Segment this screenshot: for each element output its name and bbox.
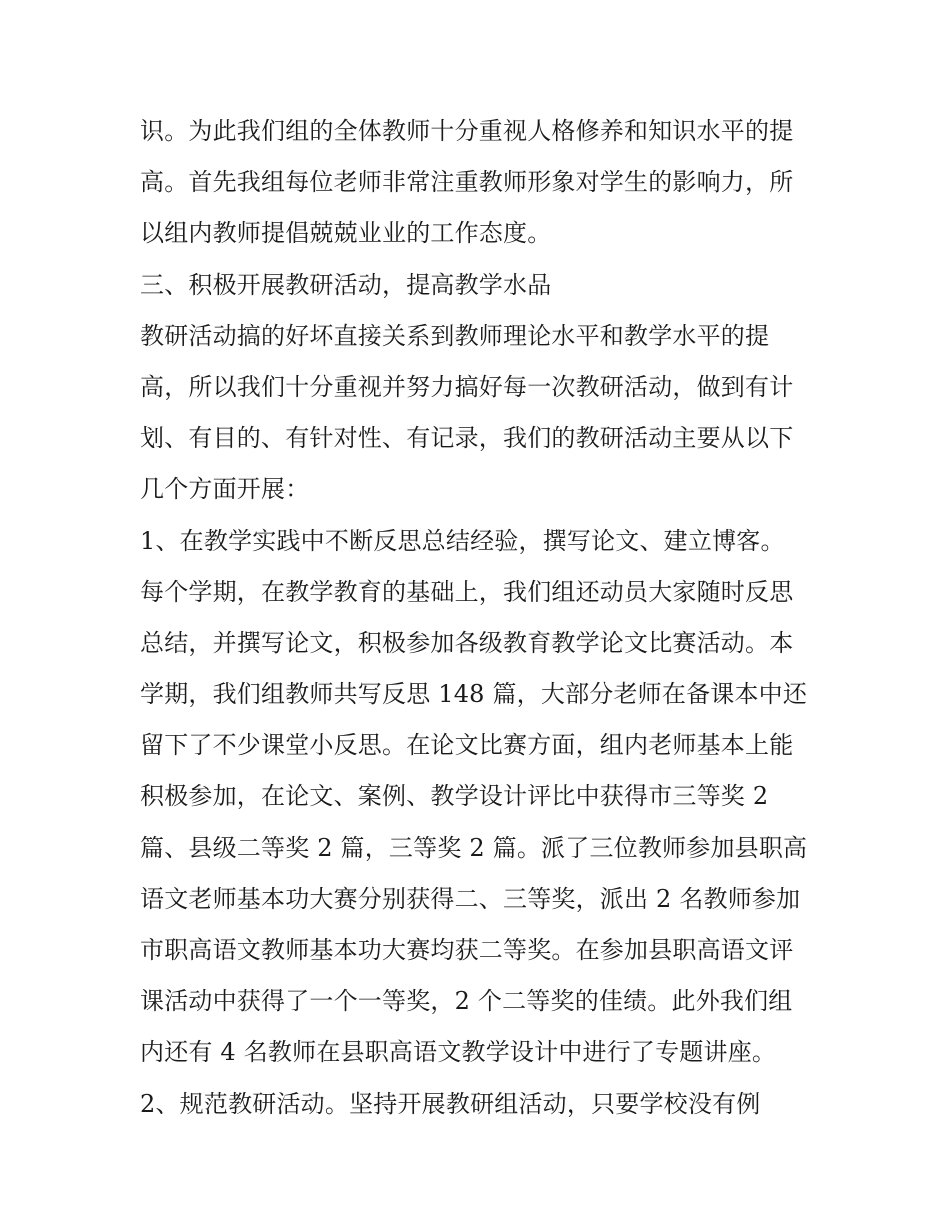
text-line: 篇、县级二等奖 2 篇，三等奖 2 篇。派了三位教师参加县职高 xyxy=(140,833,808,862)
list-item-heading: 1、在教学实践中不断反思总结经验，撰写论文、建立博客。 xyxy=(140,526,785,555)
text-line: 积极参加，在论文、案例、教学设计评比中获得市三等奖 2 xyxy=(140,782,769,811)
body-text xyxy=(140,106,820,1130)
text-line: 学期，我们组教师共写反思 148 篇，大部分老师在备课本中还 xyxy=(140,680,808,709)
text-line: 划、有目的、有针对性、有记录，我们的教研活动主要从以下 xyxy=(140,424,794,453)
text-line: 以组内教师提倡兢兢业业的工作态度。 xyxy=(140,219,552,248)
text-line: 课活动中获得了一个一等奖，2 个二等奖的佳绩。此外我们组 xyxy=(140,987,793,1016)
text-line: 高。首先我组每位老师非常注重教师形象对学生的影响力，所 xyxy=(140,168,794,197)
text-line: 教研活动搞的好坏直接关系到教师理论水平和教学水平的提 xyxy=(140,321,770,350)
text-line: 语文老师基本功大赛分别获得二、三等奖，派出 2 名教师参加 xyxy=(140,884,801,913)
text-line: 内还有 4 名教师在县职高语文教学设计中进行了专题讲座。 xyxy=(140,1038,777,1067)
text-line: 总结，并撰写论文，积极参加各级教育教学论文比赛活动。本 xyxy=(140,628,794,657)
text-line: 市职高语文教师基本功大赛均获二等奖。在参加县职高语文评 xyxy=(140,936,794,964)
list-item-heading: 2、规范教研活动。坚持开展教研组活动，只要学校没有例 xyxy=(140,1089,761,1118)
text-line: 每个学期，在教学教育的基础上，我们组还动员大家随时反思 xyxy=(140,577,794,606)
section-heading: 三、积极开展教研活动，提高教学水品 xyxy=(140,270,552,299)
text-line: 高，所以我们十分重视并努力搞好每一次教研活动，做到有计 xyxy=(140,372,794,401)
text-line: 识。为此我们组的全体教师十分重视人格修养和知识水平的提 xyxy=(140,117,794,145)
text-line: 留下了不少课堂小反思。在论文比赛方面，组内老师基本上能 xyxy=(140,731,794,760)
text-line: 几个方面开展： xyxy=(140,475,310,504)
